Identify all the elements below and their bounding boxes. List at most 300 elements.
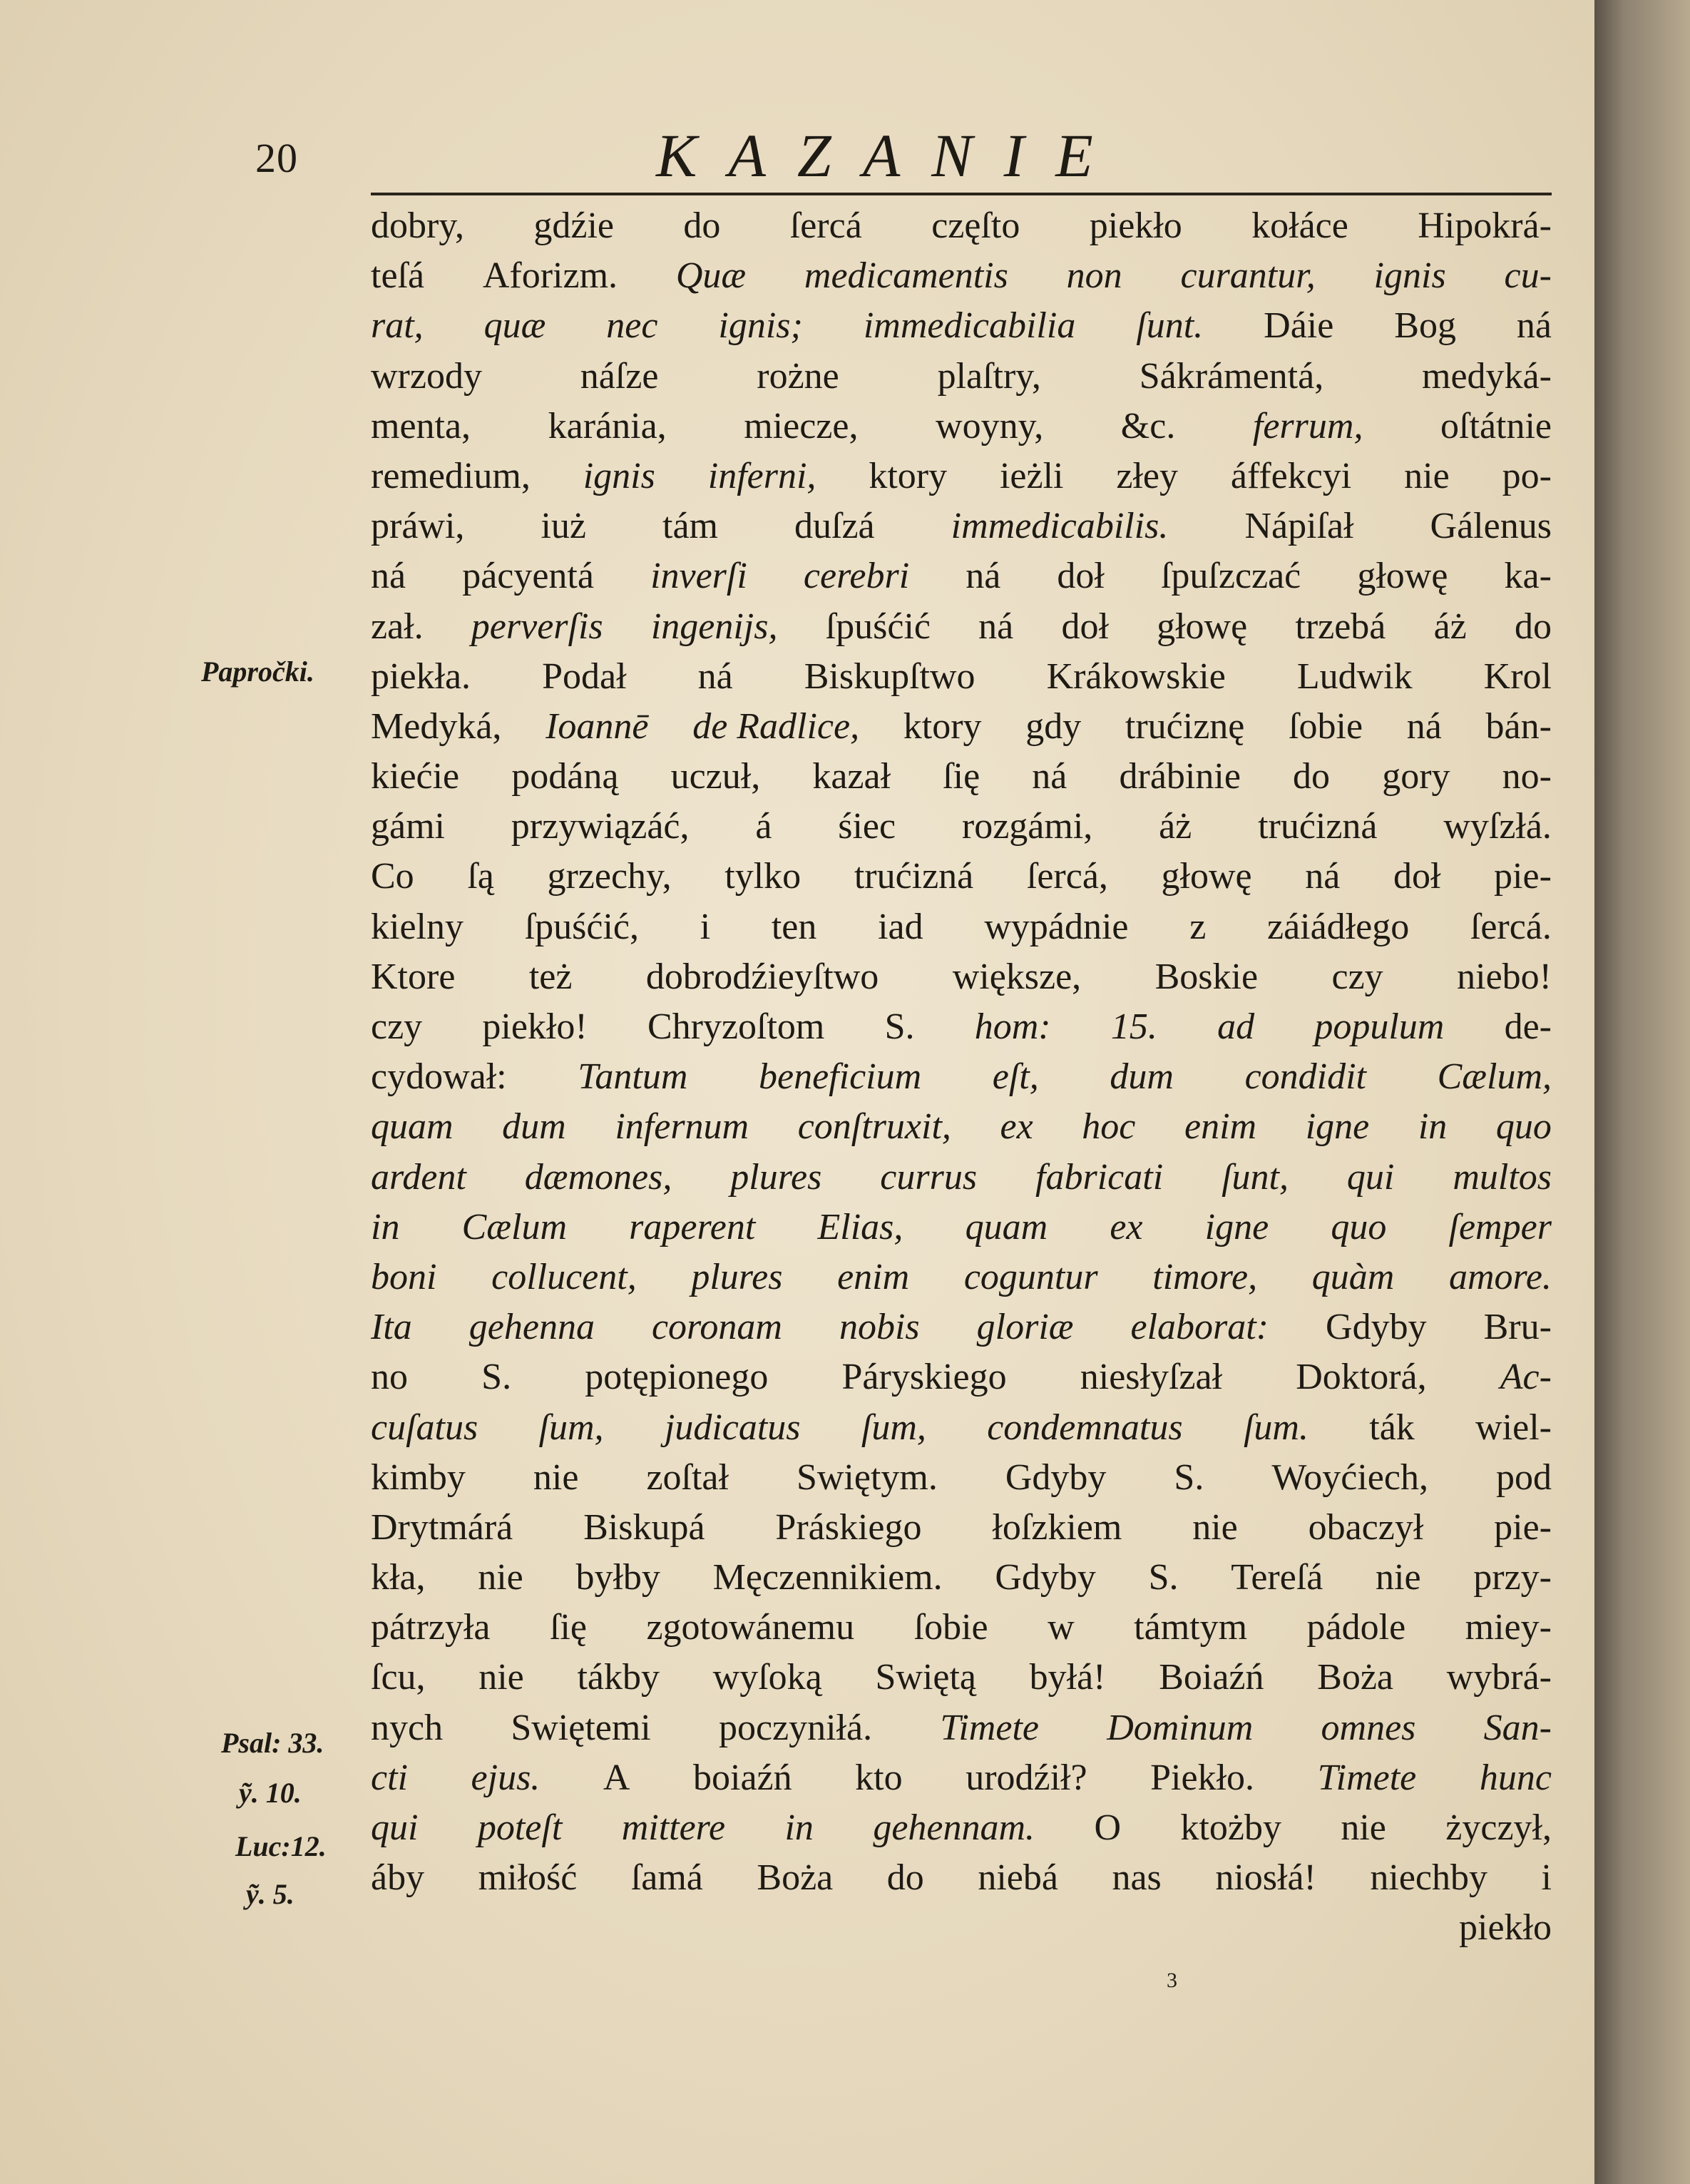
word: ex — [1000, 1106, 1033, 1148]
word: doł — [1393, 856, 1441, 897]
word: quam — [965, 1206, 1048, 1247]
word: tákby — [577, 1657, 660, 1698]
word: Boża — [757, 1857, 834, 1899]
text-line — [371, 952, 1552, 1002]
word: ardent — [371, 1156, 466, 1198]
word: kiećie — [371, 756, 460, 797]
word: niesłyſzał — [1080, 1357, 1223, 1398]
word: pie- — [1494, 856, 1552, 897]
word: Medyká, — [371, 705, 502, 747]
word: Drytmárá — [371, 1506, 513, 1548]
word: trućizná — [1258, 806, 1378, 847]
word: práwi, — [371, 506, 465, 547]
word: quàm — [1311, 1256, 1395, 1297]
text-line — [371, 1553, 1552, 1603]
word: Timete — [1317, 1757, 1417, 1798]
word: elaborat: — [1130, 1307, 1269, 1348]
text-line — [371, 1352, 1552, 1402]
word: fabricati — [1035, 1156, 1164, 1198]
word: doł — [1057, 556, 1105, 597]
word: Doktorá, — [1296, 1357, 1427, 1398]
word: Gálenus — [1430, 506, 1552, 547]
word: áż — [1433, 606, 1467, 647]
text-line — [371, 301, 1552, 351]
word: remedium, — [371, 455, 531, 496]
word: ſercá — [789, 205, 862, 246]
word: do — [1293, 756, 1331, 797]
word: kielny — [371, 906, 464, 947]
word: Swiętemi — [511, 1707, 651, 1748]
word: zał. — [371, 606, 424, 647]
running-title: KAZANIE — [656, 121, 1125, 190]
text-line — [371, 451, 1552, 501]
word: po- — [1502, 455, 1552, 496]
word: Gdyby — [995, 1557, 1096, 1598]
word: Woyćiech, — [1271, 1456, 1428, 1498]
word: ná — [978, 606, 1014, 647]
text-line — [371, 1503, 1552, 1553]
word: boiaźń — [693, 1757, 792, 1798]
word: mittere — [621, 1807, 726, 1848]
word: eſt, — [992, 1056, 1039, 1098]
word: Krol — [1483, 655, 1552, 697]
word: collucent, — [491, 1256, 637, 1297]
text-line — [371, 402, 1552, 451]
text-line — [371, 1853, 1552, 1903]
text-line — [371, 802, 1552, 852]
word: Co — [371, 856, 414, 897]
word: ktożby — [1180, 1807, 1281, 1848]
word: nie — [478, 1657, 524, 1698]
word: do — [886, 1857, 924, 1899]
word: omnes — [1321, 1707, 1416, 1748]
word: Cælum, — [1437, 1056, 1552, 1098]
word: wypádnie — [984, 906, 1129, 947]
word: Dominum — [1107, 1707, 1254, 1748]
word: Podał — [542, 655, 627, 697]
word: támtym — [1134, 1607, 1248, 1648]
word: hoc — [1082, 1106, 1136, 1148]
sermon-text — [371, 201, 1552, 1954]
word: boni — [371, 1256, 437, 1297]
word: timore, — [1152, 1256, 1258, 1297]
word: hom: — [974, 1006, 1051, 1047]
word: pátrzyła — [371, 1607, 491, 1648]
word: niechby — [1370, 1857, 1487, 1899]
word: beneficium — [759, 1056, 922, 1098]
text-line — [371, 1453, 1552, 1503]
text-line — [371, 1002, 1552, 1052]
word: zoſtał — [646, 1456, 729, 1498]
text-line — [371, 1203, 1552, 1252]
word: ſum, — [861, 1407, 926, 1448]
word: śiec — [838, 806, 896, 847]
word: Cælum — [461, 1206, 567, 1247]
word: obaczył — [1308, 1506, 1424, 1548]
word: iad — [878, 906, 923, 947]
word: nie — [1404, 455, 1450, 496]
word: głowę — [1157, 606, 1248, 647]
word: przy- — [1473, 1557, 1552, 1598]
word: ad — [1217, 1006, 1255, 1047]
word: Krákowskie — [1046, 655, 1226, 697]
word: Quæ — [675, 255, 747, 297]
word: duſzá — [794, 506, 875, 547]
word: ná — [1032, 756, 1067, 797]
word: qui — [371, 1807, 419, 1848]
word: gdy — [1025, 705, 1082, 747]
word: plaſtry, — [937, 355, 1041, 397]
word: quo — [1331, 1206, 1387, 1247]
word: áby — [371, 1857, 425, 1899]
word: rożne — [757, 355, 839, 397]
word: multos — [1453, 1156, 1552, 1198]
word: woyny, — [936, 405, 1044, 447]
text-line — [371, 752, 1552, 802]
word: tám — [662, 506, 718, 547]
word: głowę — [1161, 856, 1252, 897]
word: Tereſá — [1231, 1557, 1323, 1598]
word: conſtruxit, — [797, 1106, 951, 1148]
word: raperent — [629, 1206, 756, 1247]
word: piekło! — [482, 1006, 588, 1047]
word: ták — [1369, 1407, 1415, 1448]
word: ſpuſzczać — [1160, 556, 1301, 597]
word: głowę — [1357, 556, 1448, 597]
word: quæ — [483, 305, 546, 347]
word: trućizná — [854, 856, 974, 897]
word: dobry, — [371, 205, 464, 246]
word: w — [1048, 1607, 1075, 1648]
word: nie — [533, 1456, 579, 1498]
word: S. — [1148, 1557, 1179, 1598]
word: ingenijs, — [650, 606, 778, 647]
word: iuż — [541, 506, 586, 547]
word: miey- — [1465, 1607, 1552, 1648]
word: ignis; — [718, 305, 803, 347]
catchword: piekło — [1459, 1907, 1552, 1949]
word: no- — [1502, 756, 1552, 797]
text-line — [371, 1153, 1552, 1203]
word: condidit — [1244, 1056, 1366, 1098]
word: ignis — [1373, 255, 1446, 297]
word: miłość — [478, 1857, 578, 1899]
word: áż — [1159, 806, 1192, 847]
word: piekła. — [371, 655, 471, 697]
word: Chryzoſtom — [647, 1006, 825, 1047]
word: gory — [1382, 756, 1450, 797]
word: ſobie — [1289, 705, 1363, 747]
word: oſtátnie — [1440, 405, 1552, 447]
word: ktory — [869, 455, 948, 496]
word: in — [784, 1807, 814, 1848]
text-line — [371, 1403, 1552, 1453]
word: Boiaźń — [1159, 1657, 1264, 1698]
word: teſá — [371, 255, 425, 297]
word: niebá — [978, 1857, 1058, 1899]
word: wyſzłá. — [1443, 806, 1552, 847]
word: Boża — [1317, 1657, 1394, 1698]
word: pod — [1495, 1456, 1552, 1498]
word: piekło — [1089, 205, 1182, 246]
text-line — [371, 501, 1552, 551]
word: ſum, — [538, 1407, 604, 1448]
word: judicatus — [664, 1407, 801, 1448]
word: ná — [371, 556, 406, 597]
word: perverſis — [471, 606, 603, 647]
word: miecze, — [744, 405, 859, 447]
word: z — [1189, 906, 1207, 947]
word: ten — [771, 906, 817, 947]
word: gehennam. — [873, 1807, 1035, 1848]
word: ſercá, — [1026, 856, 1108, 897]
text-line — [371, 602, 1552, 652]
text-line — [371, 251, 1552, 301]
word: ſię — [549, 1607, 587, 1648]
word: ſą — [467, 856, 494, 897]
word: uczuł, — [670, 756, 761, 797]
text-line — [371, 1052, 1552, 1102]
word: przywiązáć, — [511, 806, 690, 847]
word: doł — [1061, 606, 1109, 647]
word: nie — [1341, 1807, 1386, 1848]
word: quo — [1495, 1106, 1552, 1148]
word: hunc — [1479, 1757, 1552, 1798]
word: tylko — [724, 856, 802, 897]
word: cu- — [1504, 255, 1552, 297]
word: gdźie — [533, 205, 614, 246]
word: Swiętym. — [796, 1456, 938, 1498]
text-line — [371, 551, 1552, 601]
next-page-edge — [1594, 0, 1690, 2184]
word: byłá! — [1029, 1657, 1106, 1698]
margin-notes — [0, 0, 371, 2184]
word: większe, — [952, 956, 1082, 997]
word: nec — [606, 305, 658, 347]
word: kazał — [812, 756, 891, 797]
word: immedicabilia — [863, 305, 1076, 347]
word: náſze — [580, 355, 659, 397]
word: enim — [1184, 1106, 1257, 1148]
word: do — [1514, 606, 1552, 647]
text-line — [371, 1753, 1552, 1803]
word: czy — [1331, 956, 1383, 997]
catchword-line — [371, 1903, 1552, 1953]
word: Swiętą — [875, 1657, 976, 1698]
word: ſunt. — [1136, 305, 1204, 347]
word: 15. — [1110, 1006, 1157, 1047]
text-line — [371, 1653, 1552, 1703]
text-line — [371, 1302, 1552, 1352]
word: ignis — [583, 455, 655, 496]
word: á — [755, 806, 772, 847]
margin-note-paprocki: Papročki. — [201, 655, 314, 688]
word: nie — [478, 1557, 523, 1598]
word: currus — [880, 1156, 978, 1198]
word: Dáie — [1264, 305, 1334, 347]
word: amore. — [1448, 1256, 1552, 1297]
word: ſpuśćić, — [524, 906, 639, 947]
word: pádole — [1306, 1607, 1406, 1648]
word: no — [371, 1357, 408, 1398]
word: potępionego — [585, 1357, 769, 1398]
word: Gdyby — [1326, 1307, 1427, 1348]
text-line — [371, 352, 1552, 402]
word: częſto — [931, 205, 1020, 246]
word: Boskie — [1154, 956, 1259, 997]
word: non — [1066, 255, 1122, 297]
word: Hipokrá- — [1418, 205, 1552, 246]
word: czy — [371, 1006, 423, 1047]
word: ná — [1305, 856, 1341, 897]
word: dæmones, — [524, 1156, 672, 1198]
word: ferrum, — [1252, 405, 1363, 447]
word: ieżli — [999, 455, 1064, 496]
word: medicamentis — [804, 255, 1008, 297]
word: A — [603, 1757, 630, 1798]
word: Biskupſtwo — [804, 655, 975, 697]
word: rat, — [371, 305, 424, 347]
margin-note-luke: Luc:12. — [235, 1830, 327, 1862]
word: nych — [371, 1707, 444, 1748]
word: gloriæ — [976, 1307, 1074, 1348]
word: &c. — [1120, 405, 1176, 447]
word: kołáce — [1251, 205, 1348, 246]
word: kimby — [371, 1456, 466, 1498]
word: złey — [1116, 455, 1178, 496]
word: O — [1094, 1807, 1122, 1848]
word: coronam — [651, 1307, 782, 1348]
word: ka- — [1504, 556, 1552, 597]
word: in — [371, 1206, 400, 1247]
text-line — [371, 652, 1552, 702]
header-rule — [371, 193, 1552, 195]
word: Sákrámentá, — [1139, 355, 1324, 397]
word: trućiznę — [1125, 705, 1245, 747]
word: dobrodźieyſtwo — [645, 956, 879, 997]
word: inferni, — [707, 455, 816, 496]
word: ná — [966, 556, 1001, 597]
word: pácyentá — [462, 556, 594, 597]
word: Práskiego — [775, 1506, 922, 1548]
word: cydował: — [371, 1056, 507, 1098]
word: karánia, — [548, 405, 667, 447]
word: drábinie — [1119, 756, 1241, 797]
word: wybrá- — [1446, 1657, 1552, 1698]
word: wiel- — [1475, 1407, 1552, 1448]
word: Ac- — [1500, 1357, 1552, 1398]
word: ſunt, — [1222, 1156, 1289, 1198]
word: ſię — [943, 756, 980, 797]
word: grzechy, — [547, 856, 672, 897]
word: kto — [855, 1757, 903, 1798]
word: Páryskiego — [841, 1357, 1007, 1398]
margin-note-verse: ỹ. 10. — [239, 1777, 302, 1809]
word: populum — [1314, 1006, 1445, 1047]
word: quam — [371, 1106, 454, 1148]
text-line — [371, 1252, 1552, 1302]
word: Ioannē — [546, 705, 649, 747]
word: niebo! — [1457, 956, 1552, 997]
word: de- — [1504, 1006, 1552, 1047]
word: trzebá — [1295, 606, 1386, 647]
word: gehenna — [468, 1307, 595, 1348]
margin-note-verse-2: ỹ. 5. — [246, 1878, 295, 1910]
word: Tantum — [578, 1056, 688, 1098]
word: ejus. — [471, 1757, 541, 1798]
word: igne — [1204, 1206, 1269, 1247]
word: też — [528, 956, 573, 997]
word: Ita — [371, 1307, 412, 1348]
word: poczyniłá. — [718, 1707, 873, 1748]
word: ſum. — [1243, 1407, 1309, 1448]
word: áffekcyi — [1230, 455, 1352, 496]
word: coguntur — [963, 1256, 1098, 1297]
word: curantur, — [1180, 255, 1316, 297]
word: ſobie — [913, 1607, 988, 1648]
word: gámi — [371, 806, 445, 847]
word: Elias, — [817, 1206, 903, 1247]
word: ſpuśćić — [825, 606, 931, 647]
word: nobis — [839, 1307, 920, 1348]
word: inverſi — [650, 556, 747, 597]
text-line — [371, 1803, 1552, 1853]
word: Bru- — [1483, 1307, 1552, 1348]
word: ná — [1516, 305, 1552, 347]
word: nas — [1112, 1857, 1162, 1899]
word: życzył, — [1445, 1807, 1552, 1848]
word: cuſatus — [371, 1407, 478, 1448]
word: zgotowánemu — [646, 1607, 855, 1648]
word: S. — [481, 1357, 512, 1398]
word: immedicabilis. — [951, 506, 1169, 547]
text-line — [371, 902, 1552, 952]
word: Bog — [1394, 305, 1456, 347]
word: do — [683, 205, 721, 246]
word: medyká- — [1422, 355, 1552, 397]
word: Nápiſał — [1244, 506, 1354, 547]
word: Gdyby — [1005, 1456, 1107, 1498]
word: cti — [371, 1757, 408, 1798]
word: dum — [1110, 1056, 1174, 1098]
word: dum — [502, 1106, 566, 1148]
word: rozgámi, — [961, 806, 1093, 847]
word: urodźił? — [966, 1757, 1087, 1798]
word: ſcu, — [371, 1657, 426, 1698]
word: de Radlice, — [692, 705, 860, 747]
word: Aforizm. — [482, 255, 618, 297]
word: Piekło. — [1150, 1757, 1255, 1798]
word: pie- — [1494, 1506, 1552, 1548]
word: Ktore — [371, 956, 456, 997]
word: menta, — [371, 405, 471, 447]
word: Biskupá — [583, 1506, 705, 1548]
text-line — [371, 1703, 1552, 1753]
word: in — [1418, 1106, 1448, 1148]
word: ſercá. — [1470, 906, 1552, 947]
word: łoſzkiem — [992, 1506, 1122, 1548]
word: bán- — [1485, 705, 1552, 747]
word: S. — [1174, 1456, 1204, 1498]
word: wyſoką — [712, 1657, 822, 1698]
word: Ludwik — [1296, 655, 1413, 697]
margin-note-psalm: Psal: 33. — [221, 1727, 324, 1759]
word: podáną — [511, 756, 619, 797]
word: byłby — [575, 1557, 660, 1598]
word: Męczennikiem. — [712, 1557, 943, 1598]
word: ná — [1406, 705, 1442, 747]
word: enim — [837, 1256, 910, 1297]
